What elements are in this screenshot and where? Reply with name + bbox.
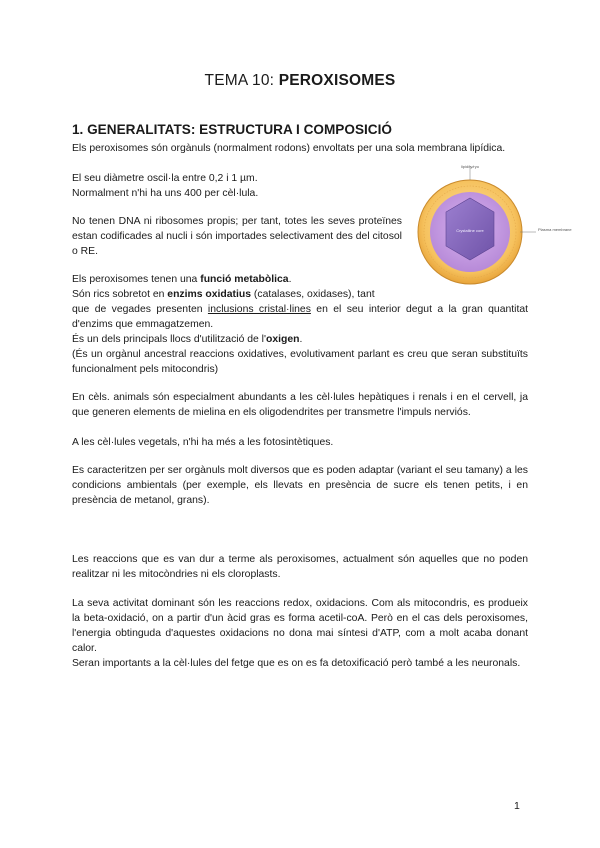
paragraph-intro-2: El seu diàmetre oscil·la entre 0,2 i 1 µm. (72, 173, 258, 184)
paragraph-dna: No tenen DNA ni ribosomes propis; per tant, totes les seves proteïnes estan codificades al nucli i són importades selectivament des del citosol o RE. (72, 216, 402, 257)
text: Són rics sobretot en (72, 289, 168, 300)
paragraph-liver: Seran importants a la cèl·lules del fetge que es on es fa detoxificació però també a les neuronals. (72, 658, 521, 669)
bold-text: funció metabòlica (200, 274, 289, 285)
paragraph-diversity: Es caracteritzen per ser orgànuls molt diversos que es poden adaptar (variant el seu tamany) a les condicions ambientals (per exemple, els llevats en presència de sucre els tenen petits, i en presència de metanol, grans). (72, 465, 528, 506)
text: en el seu interior degut a la gran quantitat d'enzims que emmagatzemen. (72, 304, 529, 330)
bold-text: oxigen (265, 334, 300, 345)
text: (catalases, oxidases), tant (251, 289, 375, 300)
text: És un dels principals llocs d'utilització de l' (72, 334, 266, 345)
paragraph-intro-3: Normalment n'hi ha uns 400 per cèl·lula. (72, 188, 259, 199)
underlined-text: inclusions cristal·lines (207, 304, 311, 315)
bold-text: enzims oxidatius (167, 289, 252, 300)
title-main: PEROXISOMES (278, 72, 396, 89)
text: que de vegades presenten (72, 304, 208, 315)
text: . (299, 334, 303, 345)
peroxisome-diagram (408, 162, 572, 292)
section-heading: 1. GENERALITATS: ESTRUCTURA I COMPOSICIÓ (72, 122, 392, 137)
paragraph-ancestral: (És un orgànul ancestral reaccions oxidatives, evolutivament parlant es creu que seran substituïts funcionalment pels mitocondris) (72, 349, 528, 375)
paragraph-oxygen (72, 332, 528, 347)
label-right: Plasma membrane (538, 227, 572, 232)
paragraph-inclusions (72, 302, 528, 332)
paragraph-animal-cells: En cèls. animals són especialment abundants a les cèl·lules hepàtiques i renals i en el cervell, ja que generen elements de mielina en els oligodendrites per transmetre l'impuls nerviós. (72, 392, 528, 418)
paragraph-enzymes (72, 287, 402, 302)
label-top: lipid/ty/ryo (460, 164, 480, 169)
text: Els peroxisomes tenen una (72, 274, 201, 285)
label-center: Crystalline core (456, 228, 484, 233)
page-number: 1 (514, 800, 520, 812)
paragraph-intro-1: Els peroxisomes són orgànuls (normalment rodons) envoltats per una sola membrana lipídica. (72, 143, 506, 154)
paragraph-reactions: Les reaccions que es van dur a terme als peroxisomes, actualment són aquelles que no poden realitzar ni les mitocòndries ni els cloroplasts. (72, 554, 528, 580)
paragraph-function (72, 272, 402, 287)
paragraph-plant-cells: A les cèl·lules vegetals, n'hi ha més a les fotosintètiques. (72, 437, 334, 448)
page-title (0, 72, 600, 90)
title-prefix: TEMA 10: (204, 72, 279, 89)
paragraph-redox: La seva activitat dominant són les reaccions redox, oxidacions. Com als mitocondris, es produeix la beta-oxidació, on a partir d'un àcid gras es forma acetil-coA. Però en el cas dels peroxisomes, l'energia obtinguda d'aquestes oxidacions no dona mai síntesi d'ATP, com a molt acaba donant calor. (72, 598, 528, 654)
text: . (288, 274, 292, 285)
